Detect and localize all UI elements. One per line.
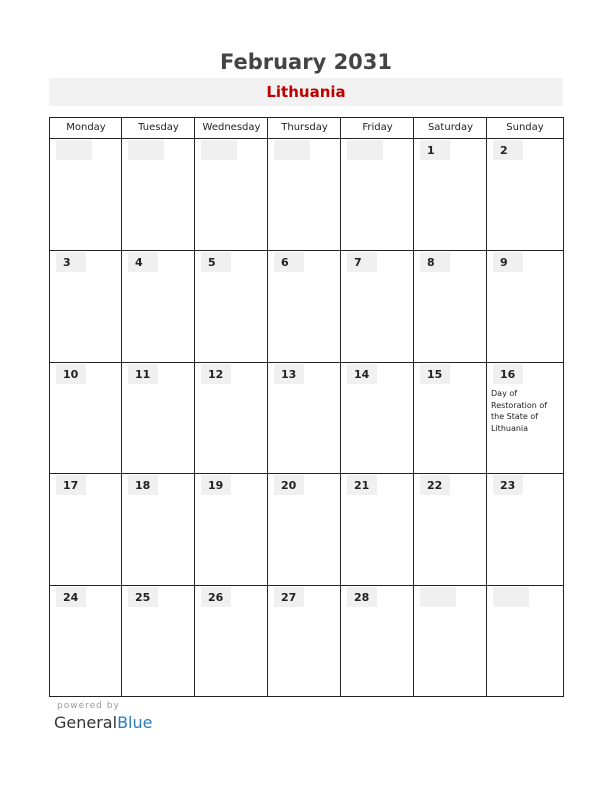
day-cell[interactable] <box>50 363 121 473</box>
day-cell[interactable] <box>50 474 121 585</box>
day-number: 21 <box>347 475 377 495</box>
brand-blue-text: Blue <box>117 713 153 732</box>
day-cell[interactable] <box>268 251 340 362</box>
powered-by-label: powered by <box>57 701 120 711</box>
day-number: 22 <box>420 475 450 495</box>
holiday-label: Day of Restoration of the State of Lithuania <box>491 389 548 433</box>
day-cell[interactable] <box>195 251 267 362</box>
day-cell[interactable] <box>50 586 121 695</box>
weekday-tuesday: Tuesday <box>138 122 179 133</box>
day-cell[interactable] <box>50 251 121 362</box>
day-number: 16 <box>493 364 523 384</box>
day-number: 7 <box>347 252 377 272</box>
day-cell[interactable] <box>414 474 486 585</box>
empty-day-cell <box>341 139 413 250</box>
day-number: 11 <box>128 364 158 384</box>
weekday-friday: Friday <box>362 122 393 133</box>
day-cell[interactable] <box>195 474 267 585</box>
day-cell[interactable] <box>341 474 413 585</box>
day-number: 14 <box>347 364 377 384</box>
weekday-monday: Monday <box>66 122 106 133</box>
day-cell[interactable] <box>414 363 486 473</box>
day-cell[interactable] <box>487 363 562 473</box>
day-number-placeholder <box>274 140 310 160</box>
day-number-placeholder <box>347 140 383 160</box>
day-number: 13 <box>274 364 304 384</box>
day-cell[interactable] <box>268 363 340 473</box>
day-number: 3 <box>56 252 86 272</box>
day-number: 24 <box>56 587 86 607</box>
day-number: 18 <box>128 475 158 495</box>
calendar-grid <box>49 117 564 697</box>
day-cell[interactable] <box>195 586 267 695</box>
country-name: Lithuania <box>266 83 346 101</box>
day-number: 17 <box>56 475 86 495</box>
day-cell[interactable] <box>122 586 194 695</box>
calendar-title: February 2031 <box>219 50 393 74</box>
day-number: 25 <box>128 587 158 607</box>
day-number: 5 <box>201 252 231 272</box>
brand-general-text: General <box>54 713 118 732</box>
weekday-wednesday: Wednesday <box>202 122 261 133</box>
generalblue-logo[interactable] <box>54 713 152 732</box>
day-cell[interactable] <box>487 474 562 585</box>
day-cell[interactable] <box>341 586 413 695</box>
empty-day-cell <box>487 586 562 695</box>
day-number-placeholder <box>201 140 237 160</box>
day-number: 15 <box>420 364 450 384</box>
day-number: 1 <box>420 140 450 160</box>
day-number: 10 <box>56 364 86 384</box>
day-number: 19 <box>201 475 231 495</box>
day-number-placeholder <box>420 587 456 607</box>
weekday-sunday: Sunday <box>506 122 544 133</box>
day-number: 20 <box>274 475 304 495</box>
day-number: 26 <box>201 587 231 607</box>
day-cell[interactable] <box>122 363 194 473</box>
empty-day-cell <box>122 139 194 250</box>
day-cell[interactable] <box>268 474 340 585</box>
day-number: 28 <box>347 587 377 607</box>
day-cell[interactable] <box>268 586 340 695</box>
day-cell[interactable] <box>487 251 562 362</box>
day-number: 4 <box>128 252 158 272</box>
day-cell[interactable] <box>414 139 486 250</box>
day-cell[interactable] <box>195 363 267 473</box>
empty-day-cell <box>268 139 340 250</box>
empty-day-cell <box>195 139 267 250</box>
day-number: 12 <box>201 364 231 384</box>
empty-day-cell <box>414 586 486 695</box>
day-cell[interactable] <box>414 251 486 362</box>
day-number: 23 <box>493 475 523 495</box>
empty-day-cell <box>50 139 121 250</box>
day-number: 6 <box>274 252 304 272</box>
weekday-saturday: Saturday <box>427 122 474 133</box>
day-number: 27 <box>274 587 304 607</box>
country-banner <box>49 78 563 106</box>
day-cell[interactable] <box>122 474 194 585</box>
day-number-placeholder <box>493 587 529 607</box>
day-cell[interactable] <box>341 363 413 473</box>
day-number: 8 <box>420 252 450 272</box>
day-cell[interactable] <box>341 251 413 362</box>
day-number: 9 <box>493 252 523 272</box>
day-cell[interactable] <box>487 139 562 250</box>
day-number-placeholder <box>128 140 164 160</box>
day-cell[interactable] <box>122 251 194 362</box>
day-number: 2 <box>493 140 523 160</box>
weekday-thursday: Thursday <box>281 122 328 133</box>
day-number-placeholder <box>56 140 92 160</box>
